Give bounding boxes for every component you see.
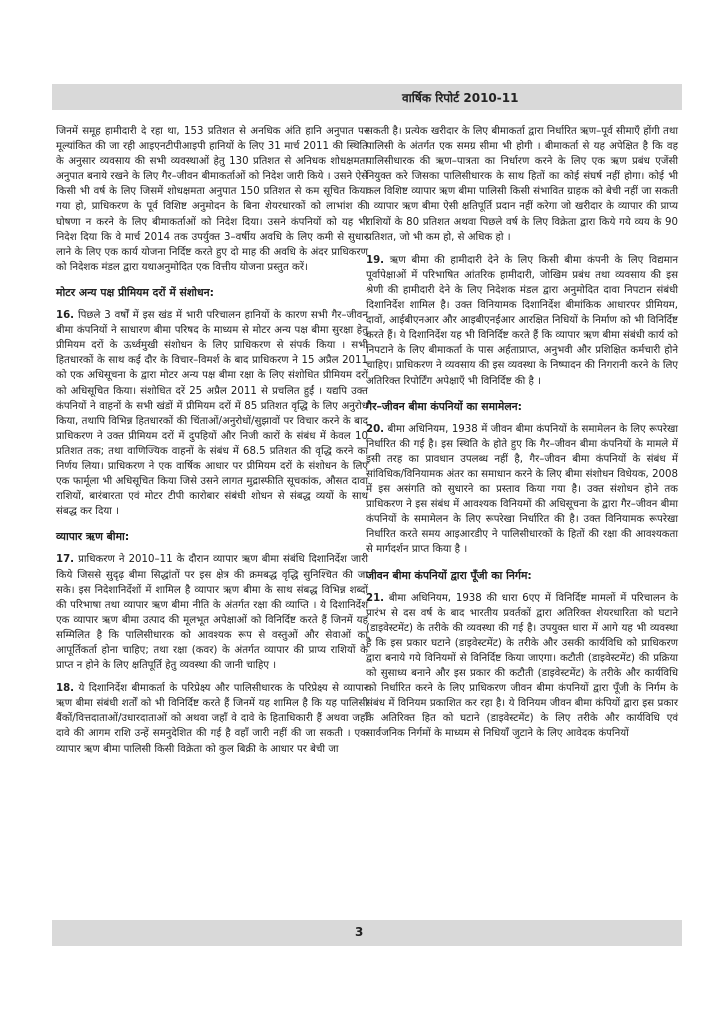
- para-number: 20.: [366, 423, 385, 435]
- para-number: 17.: [56, 554, 75, 566]
- left-column: [56, 124, 368, 757]
- right-column: [366, 124, 678, 742]
- heading-capital-issue: जीवन बीमा कंपनियों द्वारा पूँजी का निर्गम:: [366, 568, 532, 582]
- report-title: वार्षिक रिपोर्ट 2010-11: [402, 91, 519, 105]
- para-text: बीमा अधिनियम, 1938 की धारा 6एए में विनिर्दिष्ट मामलों में परिचालन के प्रारंभ से दस वर्ष के बाद भारतीय प्रवर्तकों द्वारा अतिरिक्त शेयरधारिता को घटाने (डाइवेस्टमेंट) के तरीके की व्यवस्था की गई है। उपयुक्त धारा में आगे यह भी व्यवस्था है कि इस प्रकार घटाने (डाइवेस्टमेंट) के तरीके और उसकी कार्यविधि को प्राधिकरण द्वारा बनाये गये विनियमों से विनिर्दिष्ट किया जाएगा। कटौती (डाइवेस्टमेंट) की प्रक्रिया को सुसाध्य बनाने और इस प्रकार की कटौती (डाइवेस्टमेंट) के तरीके और कार्यविधि को निर्धारित करने के लिए प्राधिकरण जीवन बीमा कंपनियों द्वारा पूँजी के निर्गम के संबंध में विनियम प्रकाशित कर रहा है। ये विनियम जीवन बीमा कंपियों द्वारा इस प्रकार के अतिरिक्त हित को घटाने (डाइवेस्टमेंट) के लिए तरीके और कार्यविधि एवं सार्वजनिक निर्गमों के माध्यम से निधियाँ जुटाने के लिए आवेदक कंपनियों: [366, 592, 678, 740]
- page-footer-bar: [52, 920, 682, 946]
- heading-motor-tp-premium: मोटर अन्य पक्ष प्रीमियम दरों में संशोधन:: [56, 285, 214, 299]
- para-number: 18.: [56, 683, 75, 695]
- paragraph-16: [56, 308, 368, 519]
- page-number: 3: [355, 925, 364, 939]
- para-number: 19.: [366, 254, 385, 266]
- para-text: ये दिशानिर्देश बीमाकर्ता के परिप्रेक्ष्य और पालिसीधारक के परिप्रेक्ष्य से व्यापार ऋण बीमा संबंधी शर्तों को भी विनिर्दिष्ट करते हैं जिनमें यह शामिल है कि यह पालिसी बैंकों/वित्तदाताओं/उधारदाताओं को अथवा जहाँ वे दावे के हिताधिकारी हैं अथवा जहाँ दावे की आगम राशि उन्हें समनुदेशित की गई है वहाँ जारी नहीं की जा सकती । एक व्यापार ऋण बीमा पालिसी किसी विक्रेता को कुल बिक्री के आधार पर बेची जा: [56, 683, 368, 755]
- para-text: ऋण बीमा की हामीदारी देने के लिए किसी बीमा कंपनी के लिए विद्यमान पूर्वापेक्षाओं में परिभाषित आंतरिक हामीदारी, जोखिम प्रबंध तथा व्यवसाय की इस श्रेणी की हामीदारी देने के लिए निदेशक मंडल द्वारा अनुमोदित दावा निपटान संबंधी दिशानिर्देश शामिल है। उक्त विनियामक दिशानिर्देश बीमांकिक आधारपर प्रीमियम, दावों, आईबीएनआर और आइबीएनईआर आरक्षित निधियों के निर्माण को भी विनिर्दिष्ट करते हैं। ये दिशानिर्देश यह भी विनिर्दिष्ट करते हैं कि व्यापार ऋण बीमा संबंधी कार्य को निपटाने के लिए बीमाकर्ता के पास अर्हताप्राप्त, अनुभवी और प्रशिक्षित कर्मचारी होने चाहिए। प्राधिकरण ने व्यवसाय की इस व्यवस्था के निष्पादन की निगरानी करने के लिए अतिरिक्त रिपोर्टिंग अपेक्षाएँ भी विनिर्दिष्ट की है ।: [366, 254, 678, 387]
- paragraph-17: [56, 552, 368, 673]
- paragraph-20: [366, 422, 678, 558]
- para-text: पिछले 3 वर्षों में इस खंड में भारी परिचालन हानियों के कारण सभी गैर–जीवन बीमा कंपनियों ने साधारण बीमा परिषद के माध्यम से मोटर अन्य पक्ष बीमा सुरक्षा हेतु प्रीमियम दरों के ऊर्ध्वमुखी संशोधन के लिए प्राधिकरण से संपर्क किया । सभी हितधारकों के साथ कई दौर के विचार–विमर्श के बाद प्राधिकरण ने 15 अप्रैल 2011 को एक अधिसूचना के द्वारा मोटर अन्य पक्ष बीमा रक्षा के लिए संशोधित प्रीमियम दरों को अधिसूचित किया। संशोधित दरें 25 अप्रैल 2011 से प्रचलित हुईं । यद्यपि उक्त कंपनियों ने वाहनों के सभी खंडों में प्रीमियम दरों में 85 प्रतिशत वृद्धि के लिए अनुरोध किया, तथापि विभिन्न हितधारकों की चिंताओं/अनुरोधों/सुझावों पर विचार करने के बाद प्राधिकरण ने उक्त प्रीमियम दरों में दुपहियों और निजी कारों के संबंध में केवल 10 प्रतिशत तक; तथा वाणिज्यिक वाहनों के संबंध में 68.5 प्रतिशत की वृद्धि करने का निर्णय लिया। प्राधिकरण ने एक वार्षिक आधार पर प्रीमियम दरों के संशोधन के लिए एक फार्मूला भी अधिसूचित किया जिसे उसने लागत मुद्रास्फीति सूचकांक, औसत दावा राशियों, बारंबारता एवं मोटर टीपी कारोबार संबंधी शोधन से संबद्ध व्ययों के साथ संबद्ध कर दिया ।: [56, 310, 368, 518]
- paragraph-continued-right: सकती है। प्रत्येक खरीदार के लिए बीमाकर्ता द्वारा निर्धारित ऋण–पूर्व सीमाएँ होंगी तथा पालिसी के अंतर्गत एक समग्र सीमा भी होगी । बीमाकर्ता से यह अपेक्षित है कि वह पालिसीधारक की ऋण–पात्रता का निर्धारण करने के लिए एक ऋण प्रबंध एजेंसी नियुक्त करे जिसका पालिसीधारक के साथ हितों का कोई संघर्ष नहीं होगा। कोई भी कल विशिष्ट व्यापार ऋण बीमा पालिसी किसी संभावित ग्राहक को बेची नहीं जा सकती । व्यापार ऋण बीमा ऐसी क्षतिपूर्ति प्रदान नहीं करेगा जो खरीदार के व्यापार की प्राप्य राशियों के 80 प्रतिशत अथवा पिछले वर्ष के लिए विक्रेता द्वारा किये गये व्यय के 90 प्रतिशत, जो भी कम हो, से अधिक हो ।: [366, 126, 678, 243]
- para-number: 16.: [56, 310, 75, 322]
- heading-trade-credit: व्यापार ऋण बीमा:: [56, 530, 130, 544]
- para-number: 21.: [366, 592, 385, 604]
- page-header-bar: [52, 84, 682, 110]
- heading-amalgamation: गैर–जीवन बीमा कंपनियों का समामेलन:: [366, 399, 522, 413]
- paragraph-19: [366, 253, 678, 389]
- para-text: बीमा अधिनियम, 1938 में जीवन बीमा कंपनियों के समामेलन के लिए रूपरेखा निर्धारित की गई है। इस स्थिति के होते हुए कि गैर–जीवन बीमा कंपनियों के मामले में इसी तरह का प्रावधान उपलब्ध नहीं है, गैर–जीवन बीमा कंपनियों के संबंध में सांविधिक/विनियामक अंतर का समाधान करने के लिए बीमा संशोधन विधेयक, 2008 में इस असंगति को सुधारने का प्रस्ताव किया गया है। उक्त संशोधन होने तक प्राधिकरण ने इस संबंध में आवश्यक विनियमों की अधिसूचना के द्वारा गैर–जीवन बीमा कंपनियों के समामेलन के लिए रूपरेखा निर्धारित की है। उक्त विनियामक रूपरेखा निर्धारित करते समय आइआरडीए ने पालिसीधारकों के हितों की रक्षा की आवश्यकता से मार्गदर्शन प्राप्त किया है ।: [366, 423, 678, 556]
- paragraph-continued: जिनमें समूह हामीदारी दे रहा था, 153 प्रतिशत से अनधिक अंति हानि अनुपात पर मूल्यांकित की जा रही आइएनटीपीआइपी हानियों के लिए 31 मार्च 2011 की स्थिति के अनुसार व्यवसाय की सभी व्यवस्थाओं हेतु 130 प्रतिशत से अनिधक शोधक्षमता अनुपात बनाये रखने के लिए गैर–जीवन बीमाकर्ताओं को निदेश जारी किये । उसने ऐसे किसी भी वर्ष के लिए जिसमें शोधक्षमता अनुपात 150 प्रतिशत से कम सूचित किया गया हो, प्राधिकरण के पूर्व विशिष्ट अनुमोदन के बिना शेयरधारकों को लाभांश की घोषणा न करने के लिए बीमाकर्ताओं को निदेश दिया। उसने कंपनियों को यह भी निदेश दिया कि वे मार्च 2014 तक उपर्युक्त 3–वर्षीय अवधि के लिए कमी से सुधार लाने के लिए एक कार्य योजना निर्दिष्ट करते हुए दो माह की अवधि के अंदर प्राधिकरण को निदेशक मंडल द्वारा यथाअनुमोदित एक वित्तीय योजना प्रस्तुत करें।: [56, 126, 368, 273]
- para-text: प्राधिकरण ने 2010–11 के दौरान व्यापार ऋण बीमा संबंधि दिशानिर्देश जारी किये जिससे सुदृढ़ बीमा सिद्धांतों पर इस क्षेत्र की क्रमबद्ध वृद्धि सुनिश्चित की जा सके। इस निदेशानिर्देशों में शामिल है व्यापार ऋण बीमा के साथ संबद्ध विभिन्न शब्दों की परिभाषा तथा व्यापार ऋण बीमा नीति के अंतर्गत रक्षा की व्याप्ति । ये दिशानिर्देश एक व्यापार ऋण बीमा उत्पाद की मूलभूत अपेक्षाओं को विनिर्दिष्ट करते हैं जिनमें यह सम्मिलित है कि पालिसीधारक को आवश्यक रूप से वस्तुओं और सेवाओं का आपूर्तिकर्ता होना चाहिए; तथा रक्षा (कवर) के अंतर्गत व्यापार की प्राप्य राशियों के प्राप्त न होने के लिए क्षतिपूर्ति हेतु व्यवस्था की जानी चाहिए ।: [56, 554, 369, 672]
- paragraph-21: [366, 591, 678, 742]
- paragraph-18: [56, 681, 368, 756]
